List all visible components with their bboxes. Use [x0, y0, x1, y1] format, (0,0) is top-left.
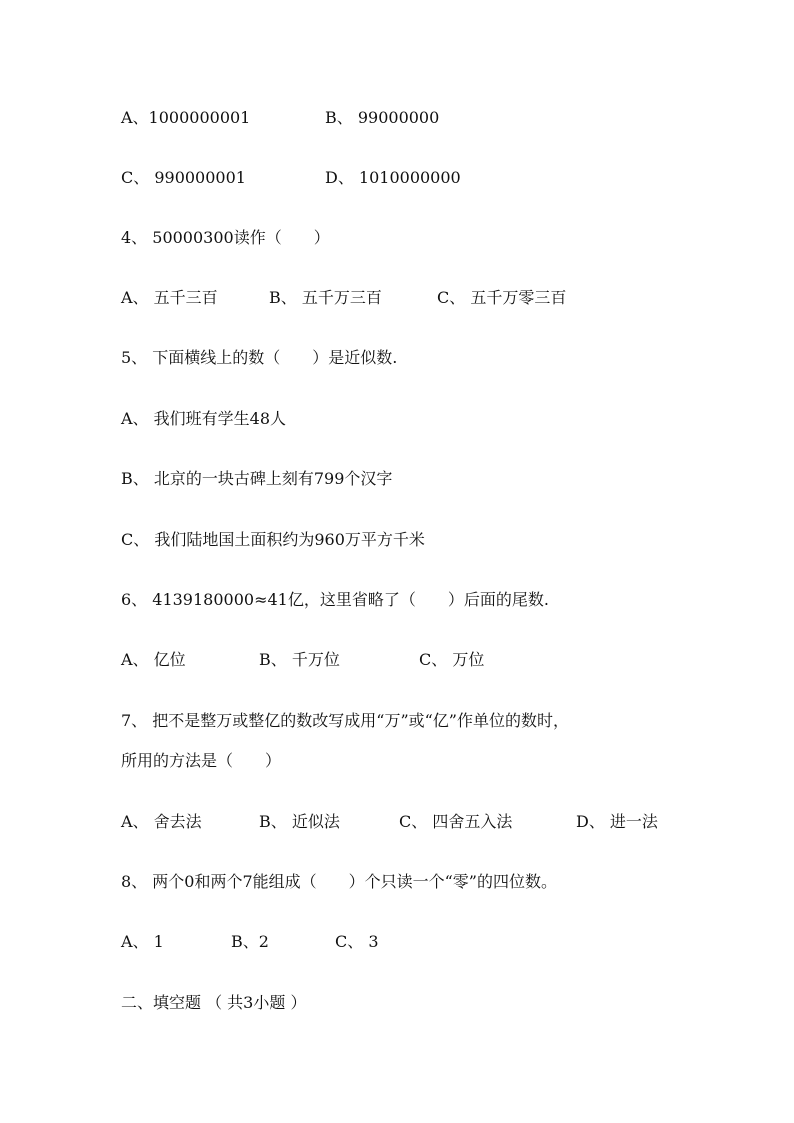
q5-option-b: B、 北京的一块古碑上刻有799个汉字: [121, 469, 393, 488]
q6-option-a: A、 亿位: [121, 650, 186, 669]
q5-option-a: A、 我们班有学生48人: [121, 409, 287, 428]
q8-option-b: B、2: [231, 932, 269, 951]
q3-option-d: D、 1010000000: [325, 168, 461, 187]
q7-option-a: A、 舍去法: [121, 812, 202, 831]
q7-option-b: B、 近似法: [259, 812, 340, 831]
question-8-stem: 8、 两个0和两个7能组成（ ）个只读一个“零”的四位数。: [121, 872, 557, 891]
q4-option-c: C、 五千万零三百: [437, 288, 567, 307]
q7-option-c: C、 四舍五入法: [399, 812, 513, 831]
q7-option-d: D、 进一法: [576, 812, 658, 831]
q8-option-a: A、 1: [121, 932, 164, 951]
q6-option-c: C、 万位: [419, 650, 485, 669]
question-4-stem: 4、 50000300读作（ ）: [121, 228, 330, 247]
question-7-stem-line-1: 7、 把不是整万或整亿的数改写成用“万”或“亿”作单位的数时，: [121, 711, 569, 730]
q3-option-a: A、1000000001: [121, 108, 251, 127]
q4-option-b: B、 五千万三百: [269, 288, 382, 307]
q3-option-c: C、 990000001: [121, 168, 246, 187]
q3-option-b: B、 99000000: [325, 108, 440, 127]
question-5-stem: 5、 下面横线上的数（ ）是近似数.: [121, 348, 398, 367]
question-6-stem: 6、 4139180000≈41亿，这里省略了（ ）后面的尾数.: [121, 590, 549, 609]
q8-option-c: C、 3: [335, 932, 379, 951]
q6-option-b: B、 千万位: [259, 650, 340, 669]
section-2-heading: 二、填空题 （ 共3小题 ）: [121, 993, 307, 1012]
q4-option-a: A、 五千三百: [121, 288, 218, 307]
q5-option-c: C、 我们陆地国土面积约为960万平方千米: [121, 530, 425, 549]
question-7-stem-line-2: 所用的方法是（ ）: [121, 751, 282, 770]
